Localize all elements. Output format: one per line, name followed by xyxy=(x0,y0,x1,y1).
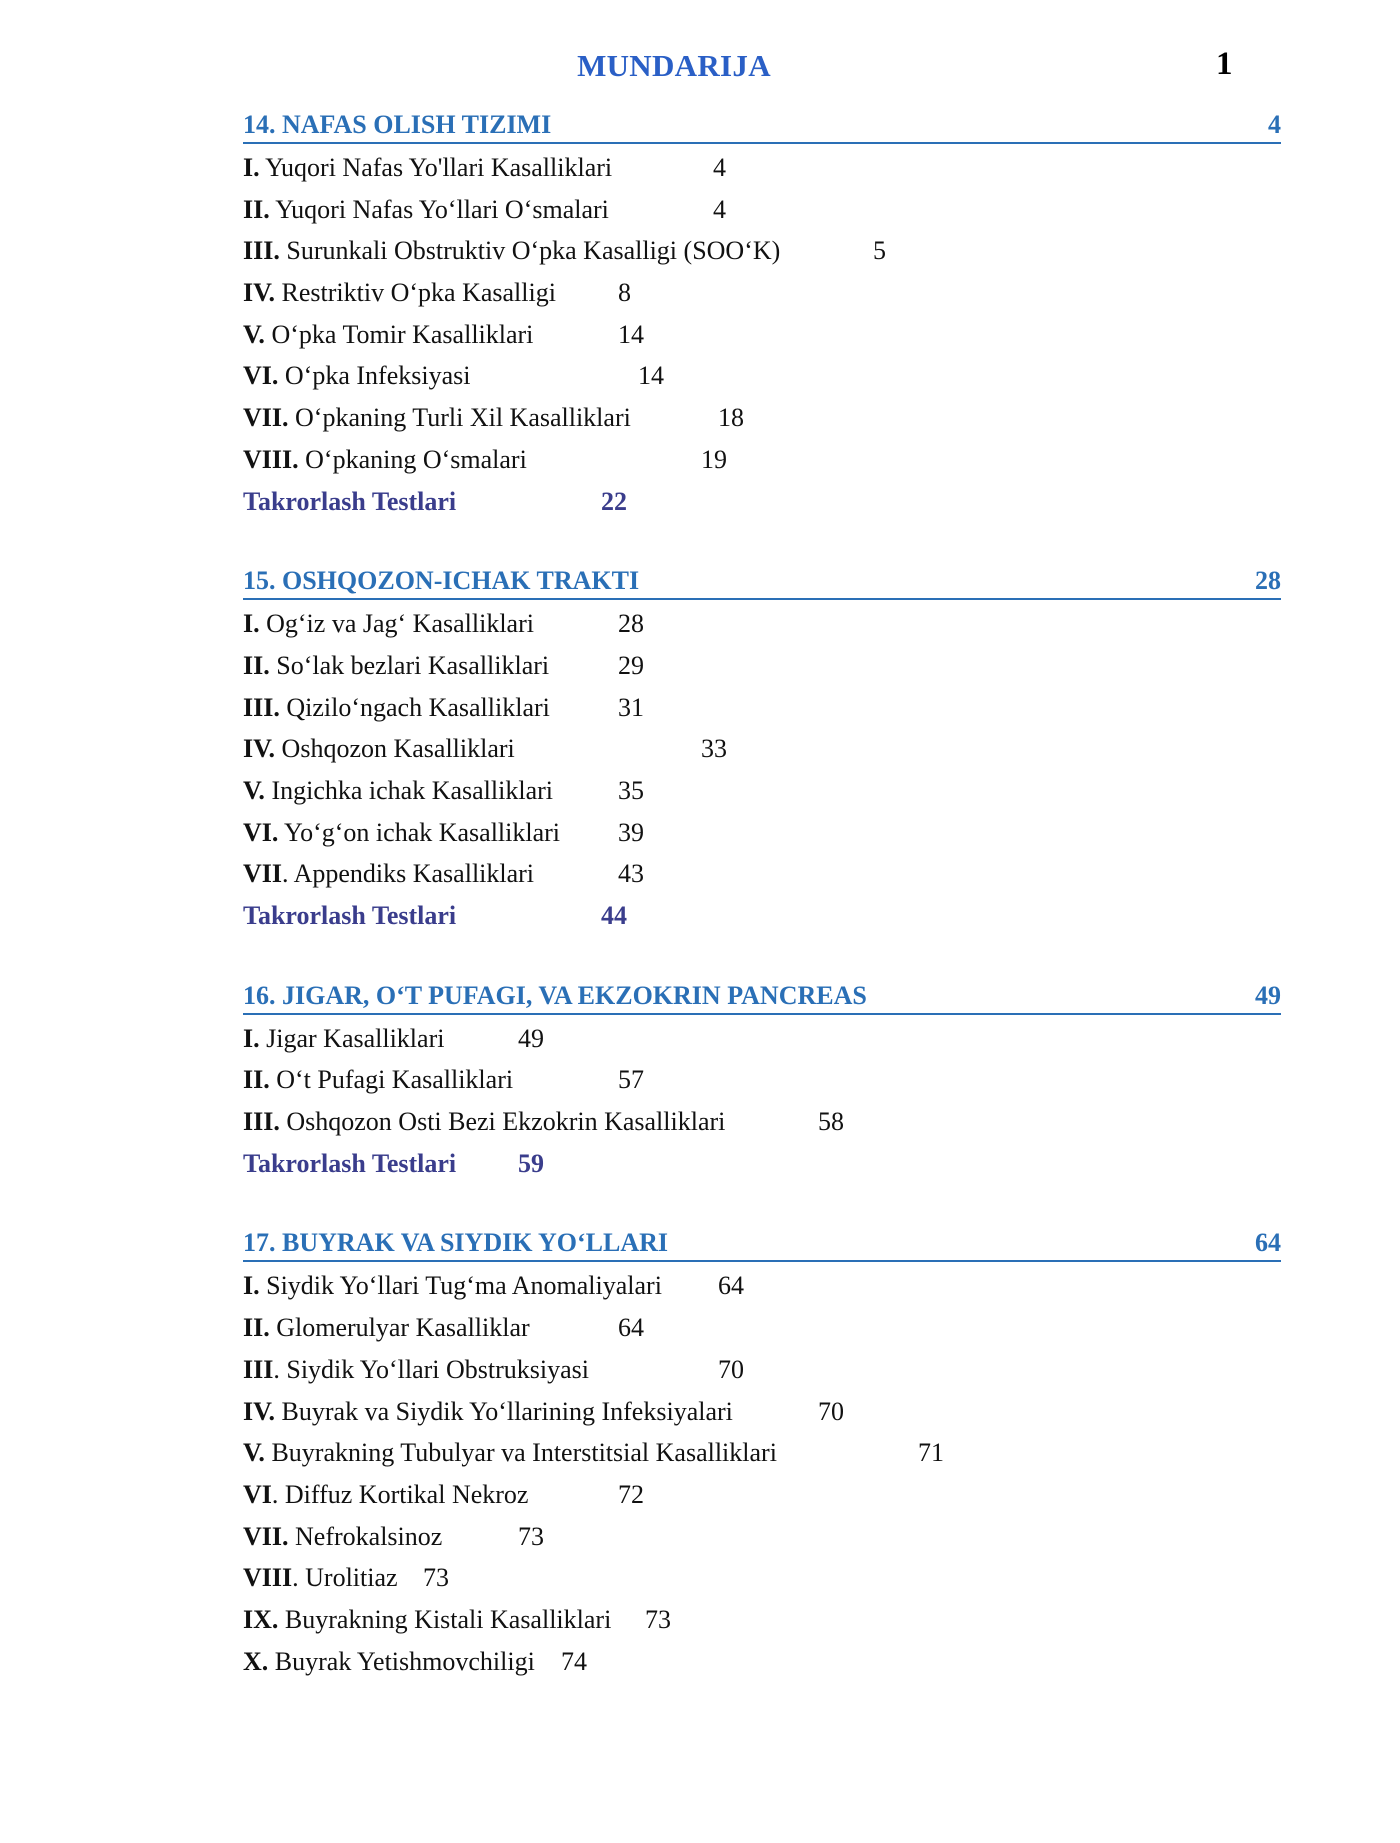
entry-page: 8 xyxy=(618,278,631,308)
entry-numeral: IV. xyxy=(243,734,276,764)
entry-numeral: V. xyxy=(243,775,265,805)
toc-section xyxy=(243,108,1281,522)
toc-entry xyxy=(243,687,1281,729)
entry-title: Buyrak va Siydik Yo‘llarining Infeksiyalari xyxy=(275,1396,733,1426)
entry-page: 73 xyxy=(423,1563,449,1593)
toc-entry xyxy=(243,645,1281,687)
entry-page: 72 xyxy=(618,1479,644,1509)
entry-numeral: VIII. xyxy=(243,444,299,474)
entry-page: 5 xyxy=(873,236,886,266)
toc-entry xyxy=(243,439,1281,481)
review-page: 59 xyxy=(518,1148,544,1178)
entry-numeral: VII xyxy=(243,859,283,889)
toc-section xyxy=(243,979,1281,1185)
entry-page: 58 xyxy=(818,1107,844,1137)
entry-numeral: VIII xyxy=(243,1563,293,1593)
entry-numeral: VI. xyxy=(243,361,279,391)
entry-title: Yo‘g‘on ichak Kasalliklari xyxy=(278,817,561,847)
entry-title: . Urolitiaz xyxy=(292,1563,398,1593)
section-heading-text: 16. JIGAR, O‘T PUFAGI, VA EKZOKRIN PANCREAS xyxy=(243,980,867,1010)
review-tests-link[interactable] xyxy=(243,1143,1281,1185)
entry-title: Og‘iz va Jag‘ Kasalliklari xyxy=(259,609,534,639)
entry-page: 57 xyxy=(618,1065,644,1095)
entry-title: Buyrak Yetishmovchiligi xyxy=(268,1646,535,1676)
toc-section xyxy=(243,564,1281,937)
entry-page: 64 xyxy=(618,1313,644,1343)
entry-page: 43 xyxy=(618,859,644,889)
section-heading-link[interactable] xyxy=(243,564,1281,600)
entry-title: Restriktiv O‘pka Kasalligi xyxy=(275,278,556,308)
entry-page: 73 xyxy=(518,1521,544,1551)
entry-numeral: V. xyxy=(243,1438,265,1468)
entry-numeral: I. xyxy=(243,1023,260,1053)
entry-numeral: VII. xyxy=(243,1521,289,1551)
toc-entry xyxy=(243,1059,1281,1101)
entry-title: Oshqozon Osti Bezi Ekzokrin Kasalliklari xyxy=(279,1107,726,1137)
entry-numeral: I. xyxy=(243,609,260,639)
entry-numeral: VI xyxy=(243,1479,272,1509)
toc-entry xyxy=(243,1516,1281,1558)
entry-title: Surunkali Obstruktiv O‘pka Kasalligi (SOO‘K) xyxy=(279,236,781,266)
entry-page: 71 xyxy=(918,1438,944,1468)
section-heading-page: 4 xyxy=(1268,110,1281,139)
toc-entry xyxy=(243,1391,1281,1433)
toc-entry xyxy=(243,189,1281,231)
entry-title: Jigar Kasalliklari xyxy=(259,1023,445,1053)
toc-entry xyxy=(243,1349,1281,1391)
entry-page: 70 xyxy=(718,1354,744,1384)
section-heading-page: 28 xyxy=(1255,566,1281,596)
page-number: 1 xyxy=(1216,46,1233,82)
toc-entry xyxy=(243,230,1281,272)
review-tests-link[interactable] xyxy=(243,895,1281,937)
page-title: MUNDARIJA xyxy=(577,48,771,83)
entry-title: Qizilo‘ngach Kasalliklari xyxy=(279,692,550,722)
section-heading-text: 14. NAFAS OLISH TIZIMI xyxy=(243,110,552,139)
section-heading-page: 64 xyxy=(1255,1228,1281,1258)
entry-numeral: II. xyxy=(243,1065,270,1095)
section-heading-link[interactable] xyxy=(243,1226,1281,1262)
entry-numeral: II. xyxy=(243,650,270,680)
entry-page: 28 xyxy=(618,609,644,639)
entry-title: Siydik Yo‘llari Tug‘ma Anomaliyalari xyxy=(259,1271,662,1301)
toc-entry xyxy=(243,1307,1281,1349)
entry-title: Ingichka ichak Kasalliklari xyxy=(264,775,553,805)
review-tests-link[interactable] xyxy=(243,481,1281,523)
entry-numeral: VI. xyxy=(243,817,279,847)
review-label: Takrorlash Testlari xyxy=(243,486,457,516)
table-of-contents xyxy=(243,108,1281,1724)
entry-numeral: IV. xyxy=(243,1396,276,1426)
entry-numeral: I. xyxy=(243,1271,260,1301)
toc-entry xyxy=(243,603,1281,645)
entry-title: Nefrokalsinoz xyxy=(288,1521,443,1551)
entry-page: 49 xyxy=(518,1023,544,1053)
toc-entry xyxy=(243,1432,1281,1474)
entry-page: 18 xyxy=(718,403,744,433)
toc-entry xyxy=(243,1599,1281,1641)
toc-entry xyxy=(243,314,1281,356)
review-page: 44 xyxy=(601,901,627,930)
section-heading-text: 17. BUYRAK VA SIYDIK YO‘LLARI xyxy=(243,1228,668,1258)
toc-entry xyxy=(243,1641,1281,1683)
entry-page: 29 xyxy=(618,650,644,680)
toc-entry xyxy=(243,1265,1281,1307)
entry-numeral: V. xyxy=(243,319,265,349)
entry-page: 31 xyxy=(618,692,644,722)
section-heading-link[interactable] xyxy=(243,108,1281,144)
entry-title: Yuqori Nafas Yo'llari Kasalliklari xyxy=(259,153,613,182)
review-label: Takrorlash Testlari xyxy=(243,1148,457,1178)
entry-numeral: II. xyxy=(243,1313,270,1343)
entry-numeral: IV. xyxy=(243,278,276,308)
toc-entry xyxy=(243,397,1281,439)
entry-numeral: I. xyxy=(243,153,260,182)
entry-title: Buyrakning Kistali Kasalliklari xyxy=(278,1604,612,1634)
entry-numeral: VII. xyxy=(243,403,289,433)
entry-numeral: III. xyxy=(243,692,280,722)
entry-numeral: IX. xyxy=(243,1604,279,1634)
entry-page: 74 xyxy=(561,1646,587,1676)
entry-title: So‘lak bezlari Kasalliklari xyxy=(269,650,550,680)
entry-page: 4 xyxy=(713,153,726,182)
toc-entry xyxy=(243,812,1281,854)
toc-entry xyxy=(243,1018,1281,1060)
entry-title: O‘pka Tomir Kasalliklari xyxy=(264,319,534,349)
section-heading-page: 49 xyxy=(1255,980,1281,1010)
toc-entry xyxy=(243,770,1281,812)
entry-title: Oshqozon Kasalliklari xyxy=(275,734,515,764)
entry-title: Buyrakning Tubulyar va Interstitsial Kasalliklari xyxy=(264,1438,777,1468)
entry-page: 35 xyxy=(618,775,644,805)
entry-numeral: X. xyxy=(243,1646,269,1676)
entry-page: 73 xyxy=(645,1604,671,1634)
entry-title: . Siydik Yo‘llari Obstruksiyasi xyxy=(273,1354,590,1384)
entry-page: 39 xyxy=(618,817,644,847)
toc-entry xyxy=(243,147,1281,189)
toc-entry xyxy=(243,728,1281,770)
toc-entry xyxy=(243,1557,1281,1599)
entry-title: O‘pkaning Turli Xil Kasalliklari xyxy=(288,403,631,433)
section-heading-text: 15. OSHQOZON-ICHAK TRAKTI xyxy=(243,566,640,596)
entry-page: 64 xyxy=(718,1271,744,1301)
entry-numeral: III xyxy=(243,1354,274,1384)
toc-section xyxy=(243,1226,1281,1682)
entry-title: O‘t Pufagi Kasalliklari xyxy=(269,1065,514,1095)
entry-numeral: II. xyxy=(243,194,270,224)
section-heading-link[interactable] xyxy=(243,979,1281,1015)
toc-entry xyxy=(243,1101,1281,1143)
entry-title: Glomerulyar Kasalliklar xyxy=(269,1313,530,1343)
toc-entry xyxy=(243,853,1281,895)
entry-title: Yuqori Nafas Yo‘llari O‘smalari xyxy=(269,194,609,224)
review-label: Takrorlash Testlari xyxy=(243,901,457,930)
toc-entry xyxy=(243,355,1281,397)
entry-page: 14 xyxy=(638,361,664,391)
entry-page: 33 xyxy=(701,734,727,764)
entry-numeral: III. xyxy=(243,1107,280,1137)
toc-entry xyxy=(243,1474,1281,1516)
entry-numeral: III. xyxy=(243,236,280,266)
entry-page: 4 xyxy=(713,194,726,224)
entry-page: 70 xyxy=(818,1396,844,1426)
toc-entry xyxy=(243,272,1281,314)
entry-title: . Diffuz Kortikal Nekroz xyxy=(271,1479,529,1509)
entry-title: . Appendiks Kasalliklari xyxy=(282,859,535,889)
entry-title: O‘pkaning O‘smalari xyxy=(298,444,527,474)
entry-page: 19 xyxy=(701,444,727,474)
review-page: 22 xyxy=(601,486,627,516)
entry-title: O‘pka Infeksiyasi xyxy=(278,361,471,391)
entry-page: 14 xyxy=(618,319,644,349)
